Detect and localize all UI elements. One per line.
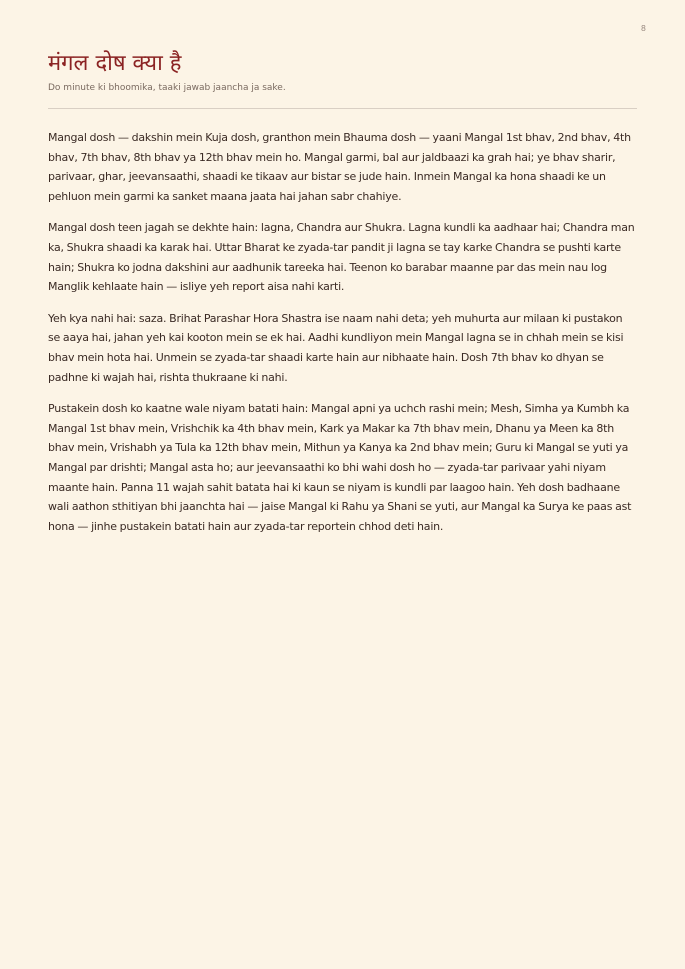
- header-divider: [48, 108, 637, 109]
- paragraph: Pustakein dosh ko kaatne wale niyam batati hain: Mangal apni ya uchch rashi mein; Mesh, Simha ya Kumbh ka Mangal 1st bhav mein, Vrishchik ka 4th bhav mein, Kark ya Makar ka 7th bhav mein, Dhanu ya Meen ka 8th bhav mein, Vrishabh ya Tula ka 12th bhav mein, Mithun ya Kanya ka 2nd bhav mein; Guru ki Mangal se yuti ya Mangal par drishti; Mangal asta ho; aur jeevansaathi ko bhi wahi dosh ho — zyada-tar parivaar yahi niyam maante hain. Panna 11 wajah sahit batata hai ki kaun se niyam is kundli par laagoo hain. Yeh dosh badhaane wali aathon sthitiyan bhi jaanchta hai — jaise Mangal ki Rahu ya Shani se yuti, aur Mangal ka Surya ke paas ast hona — jinhe pustakein batati hain aur zyada-tar reportein chhod deti hain.: [48, 402, 632, 533]
- page-title: मंगल दोष क्या है: [48, 51, 182, 76]
- page-number: 8: [640, 24, 646, 33]
- paragraph: Mangal dosh — dakshin mein Kuja dosh, granthon mein Bhauma dosh — yaani Mangal 1st bhav, 2nd bhav, 4th bhav, 7th bhav, 8th bhav ya 12th bhav mein ho. Mangal garmi, bal aur jaldbaazi ka grah hai; ye bhav sharir, parivaar, ghar, jeevansaathi, shaadi ke tikaav aur bistar se jude hain. Inmein Mangal ka hona shaadi ke un pehluon mein garmi ka sanket maana jaata hai jahan sabr chahiye.: [48, 131, 631, 203]
- page-subtitle: Do minute ki bhoomika, taaki jawab jaancha ja sake.: [48, 83, 286, 93]
- paragraph: Yeh kya nahi hai: saza. Brihat Parashar Hora Shastra ise naam nahi deta; yeh muhurta aur milaan ki pustakon se aaya hai, jahan yeh kai kooton mein se ek hai. Aadhi kundliyon mein Mangal lagna se in chhah mein se kisi bhav mein hota hai. Unmein se zyada-tar shaadi karte hain aur nibhaate hain. Dosh 7th bhav ko dhyan se padhne ki wajah hai, rishta thukraane ki nahi.: [48, 311, 624, 384]
- paragraph: Mangal dosh teen jagah se dekhte hain: lagna, Chandra aur Shukra. Lagna kundli ka aadhaar hai; Chandra man ka, Shukra shaadi ka karak hai. Uttar Bharat ke zyada-tar pandit ji lagna se tay karke Chandra se pushti karte hain; Shukra ko jodna dakshini aur aadhunik tareeka hai. Teenon ko barabar maanne par das mein nau log Manglik kehlaate hain — isliye yeh report aisa nahi karti.: [48, 221, 635, 294]
- section-header: [48, 50, 637, 94]
- body-text: [48, 128, 637, 548]
